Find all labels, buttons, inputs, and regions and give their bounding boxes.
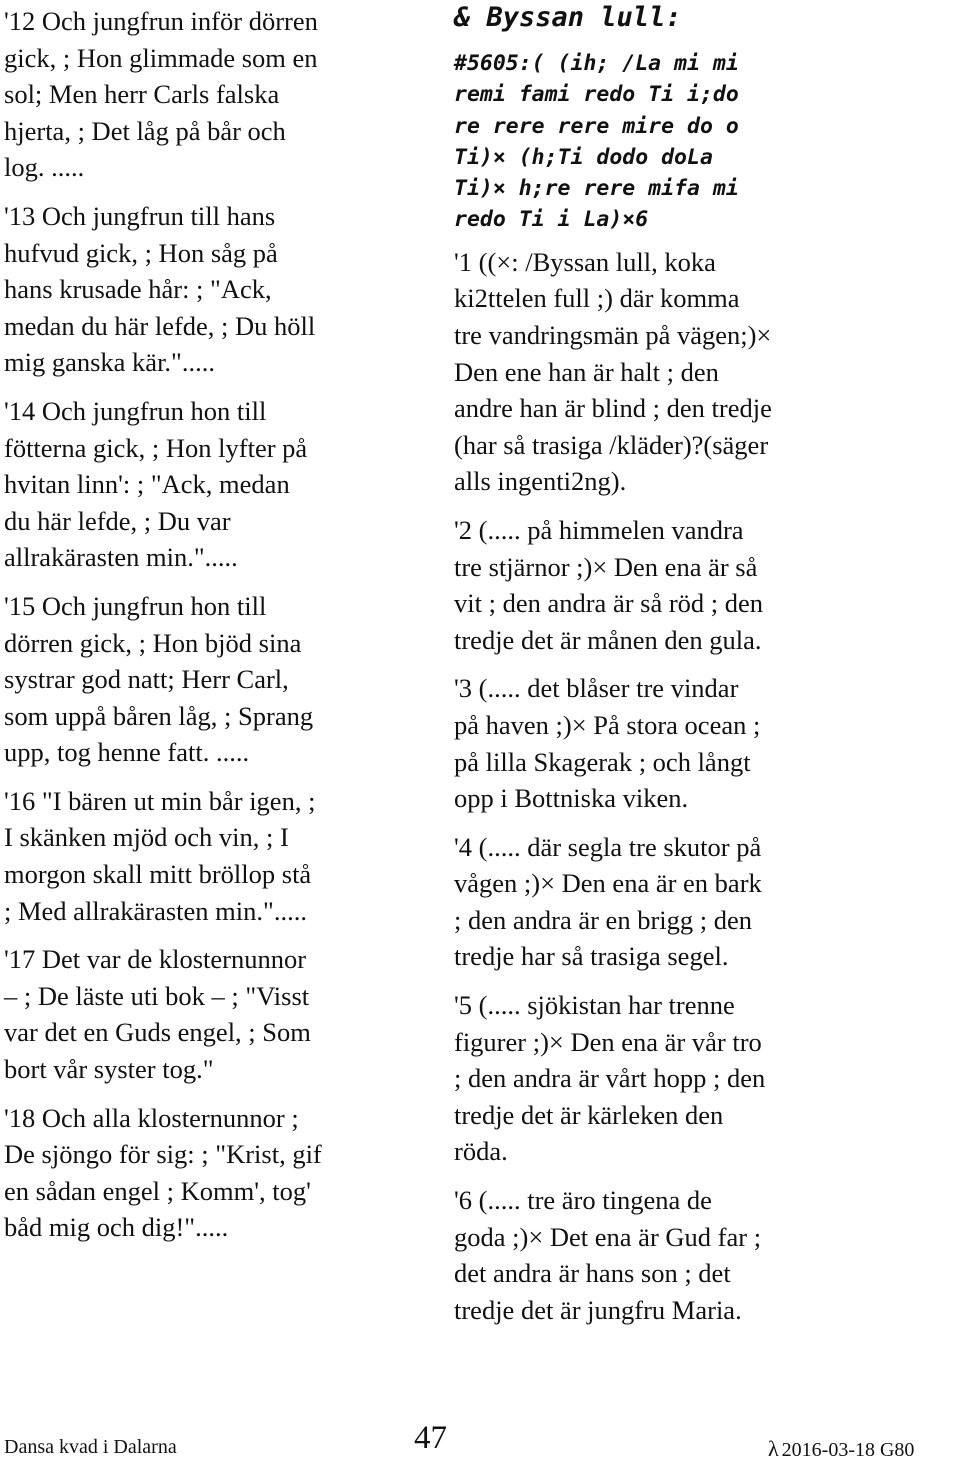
song-stanza-4: '4 (..... där segla tre skutor på vågen ;)× Den ena är en bark ; den andra är en brigg ; den tredje har så trasiga segel. [454, 831, 762, 972]
stanza-17: '17 Det var de klosternunnor – ; De läste uti bok – ; "Visst var det en Guds engel, ; Som bort vår syster tog." [4, 944, 311, 1085]
footer-book-title: Dansa kvad i Dalarna [4, 1436, 177, 1458]
left-column [4, 0, 424, 1258]
song-stanza-2: '2 (..... på himmelen vandra tre stjärnor ;)× Den ena är så vit ; den andra är så röd ; den tredje det är månen den gula. [454, 514, 764, 655]
stanza-14: '14 Och jungfrun hon till fötterna gick, ; Hon lyfter på hvitan linn': ; "Ack, medan du här lefde, ; Du var allrakärasten min."..... [4, 395, 308, 573]
stanza-15: '15 Och jungfrun hon till dörren gick, ; Hon bjöd sina systrar god natt; Herr Carl, som uppå båren låg, ; Sprang upp, tog henne fatt. ..... [4, 590, 314, 768]
stanza-18: '18 Och alla klosternunnor ; De sjöngo för sig: ; "Krist, gif en sådan engel ; Komm', tog' båd mig och dig!"..... [4, 1102, 322, 1243]
song-title: & Byssan lull: [454, 2, 682, 33]
right-column [454, 0, 954, 1340]
song-stanza-5: '5 (..... sjökistan har trenne figurer ;)× Den ena är vår tro ; den andra är vårt hopp ; den tredje det är kärleken den röda. [454, 990, 766, 1167]
song-stanza-3: '3 (..... det blåser tre vindar på haven ;)× På stora ocean ; på lilla Skagerak ; och långt opp i Bottniska viken. [454, 673, 761, 814]
stanza-16: '16 "I bären ut min bår igen, ; I skänken mjöd och vin, ; I morgon skall mitt bröllop stå ; Med allrakärasten min."..... [4, 785, 316, 926]
page-footer [0, 1420, 960, 1461]
stanza-12: '12 Och jungfrun inför dörren gick, ; Hon glimmade som en sol; Men herr Carls falska hjerta, ; Det låg på bår och log. ..... [4, 6, 318, 183]
song-stanza-1: '1 ((×: /Byssan lull, koka ki2ttelen full ;) där komma tre vandringsmän på vägen;)× Den ene han är halt ; den andre han är blind ; den tredje (har så trasiga /kläder)?(säger alls ingenti2ng). [454, 246, 772, 497]
song-stanza-6: '6 (..... tre äro tingena de goda ;)× Det ena är Gud far ; det andra är hans son ; det tredje det är jungfru Maria. [454, 1185, 762, 1325]
footer-date-code-group [768, 1436, 914, 1462]
footer-page-number: 47 [414, 1420, 447, 1456]
lambda-icon: λ [768, 1436, 779, 1461]
footer-date-code: 2016-03-18 G80 [781, 1439, 915, 1461]
stanza-13: '13 Och jungfrun till hans hufvud gick, ; Hon såg på hans krusade hår: ; "Ack, medan du här lefde, ; Du höll mig ganska kär."..... [4, 200, 316, 378]
music-notation: #5605:( (ih; /La mi mi remi fami redo Ti i;do re rere rere mire do o Ti)× (h;Ti dodo doLa Ti)× h;re rere mifa mi redo Ti i La)×6 [454, 51, 739, 233]
